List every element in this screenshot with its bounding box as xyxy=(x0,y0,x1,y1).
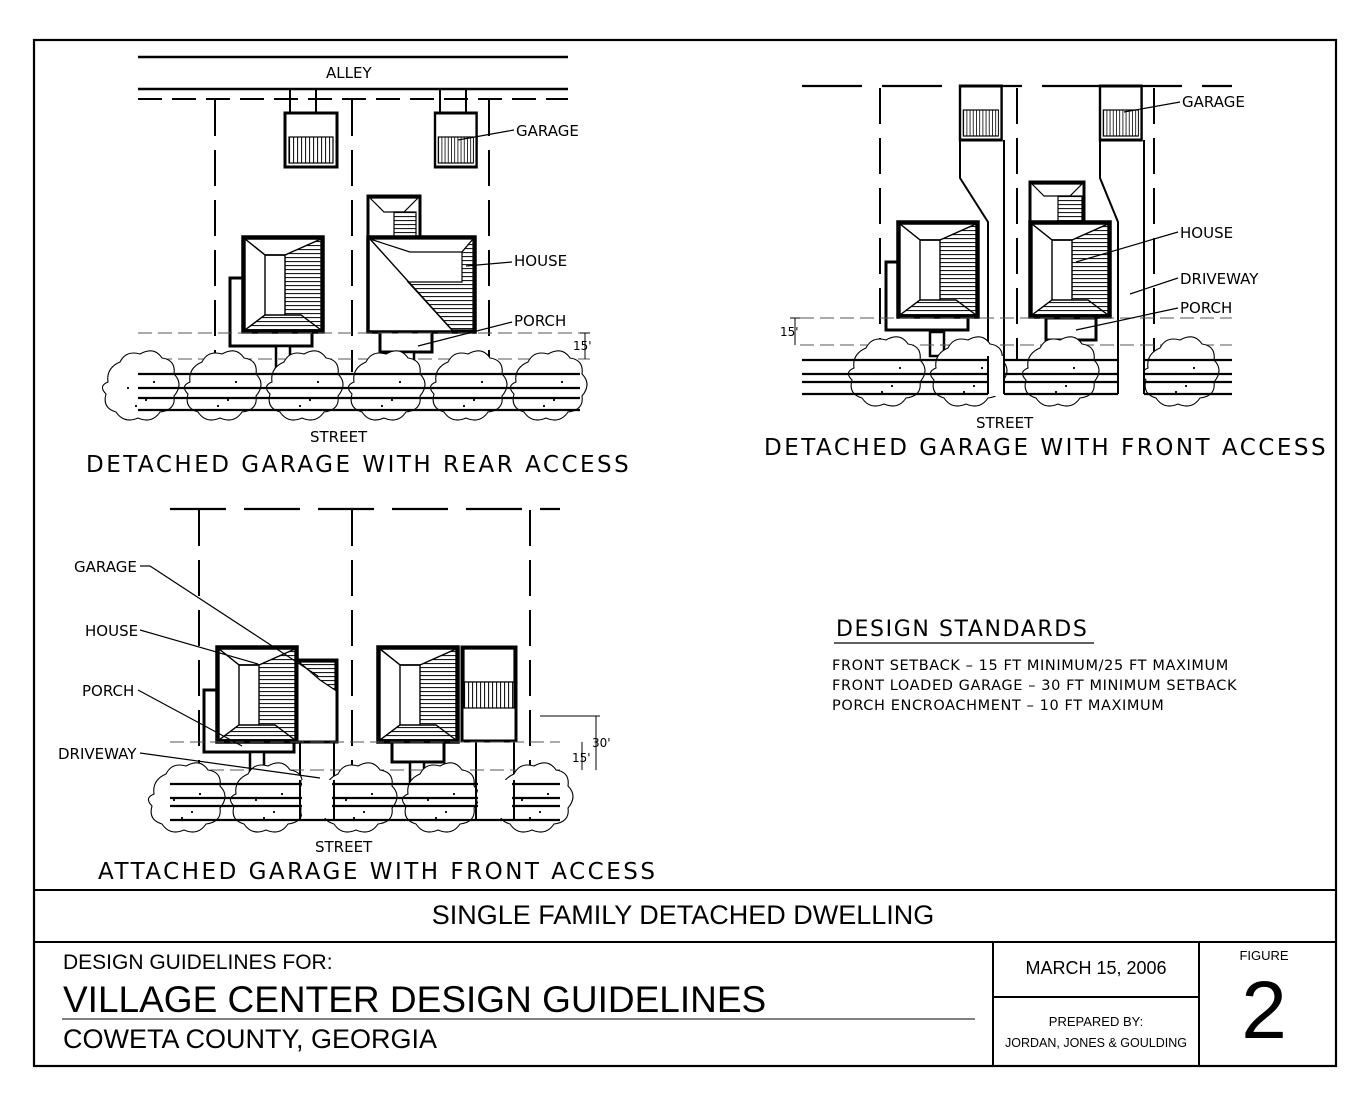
drawing-date: MARCH 15, 2006 xyxy=(1025,958,1167,978)
prepared-by-label: PREPARED BY: xyxy=(1048,1014,1144,1029)
diagram-front-detached xyxy=(764,86,1328,461)
tree-icon xyxy=(848,337,925,406)
standards-title: DESIGN STANDARDS xyxy=(836,617,1089,642)
garage-shape xyxy=(285,113,337,167)
garage-label: GARAGE xyxy=(516,122,579,140)
porch-label: PORCH xyxy=(514,312,567,330)
house-shape xyxy=(1030,222,1110,317)
diagram-caption: ATTACHED GARAGE WITH FRONT ACCESS xyxy=(98,859,658,885)
porch-label: PORCH xyxy=(1180,299,1233,317)
street-label: STREET xyxy=(310,428,368,446)
title-block xyxy=(34,890,1336,1066)
diagram-rear-access xyxy=(86,57,631,478)
diagram-caption: DETACHED GARAGE WITH FRONT ACCESS xyxy=(764,435,1329,461)
dim-15-label: 15' xyxy=(572,751,591,765)
figure-label: FIGURE xyxy=(1239,948,1289,963)
alley-label: ALLEY xyxy=(326,64,372,82)
garage-shape xyxy=(1100,86,1142,140)
guidelines-label: DESIGN GUIDELINES FOR: xyxy=(63,951,333,974)
garage-label: GARAGE xyxy=(1182,93,1245,111)
dim-15-label: 15' xyxy=(573,339,592,353)
standard-line: FRONT LOADED GARAGE – 30 FT MINIMUM SETBACK xyxy=(832,678,1238,694)
garage-shape xyxy=(435,113,477,167)
diagram-caption: DETACHED GARAGE WITH REAR ACCESS xyxy=(86,452,632,478)
street-label: STREET xyxy=(976,414,1034,432)
prepared-by-firm: JORDAN, JONES & GOULDING xyxy=(1005,1036,1187,1050)
house-label: HOUSE xyxy=(1180,224,1234,242)
dim-30-label: 30' xyxy=(592,736,611,750)
street-label: STREET xyxy=(315,838,373,856)
standard-line: PORCH ENCROACHMENT – 10 FT MAXIMUM xyxy=(832,698,1165,714)
house-label: HOUSE xyxy=(514,252,568,270)
house-shape xyxy=(898,222,978,317)
house-label: HOUSE xyxy=(85,622,139,640)
sheet-title: SINGLE FAMILY DETACHED DWELLING xyxy=(431,900,935,930)
driveway-label: DRIVEWAY xyxy=(58,745,137,763)
standard-line: FRONT SETBACK – 15 FT MINIMUM/25 FT MAXIMUM xyxy=(832,658,1229,674)
project-title: VILLAGE CENTER DESIGN GUIDELINES xyxy=(63,979,767,1020)
porch-label: PORCH xyxy=(82,682,135,700)
dim-15-label: 15' xyxy=(780,325,799,339)
figure-number: 2 xyxy=(1241,965,1287,1056)
design-standards xyxy=(832,617,1237,714)
diagram-attached xyxy=(58,509,657,885)
county-name: COWETA COUNTY, GEORGIA xyxy=(63,1024,438,1054)
tree-icon xyxy=(1022,337,1099,406)
garage-shape xyxy=(960,86,1002,140)
house-shape xyxy=(243,237,323,332)
garage-label: GARAGE xyxy=(74,558,137,576)
driveway-label: DRIVEWAY xyxy=(1180,270,1259,288)
house-shape xyxy=(217,647,297,742)
house-shape xyxy=(378,647,458,742)
